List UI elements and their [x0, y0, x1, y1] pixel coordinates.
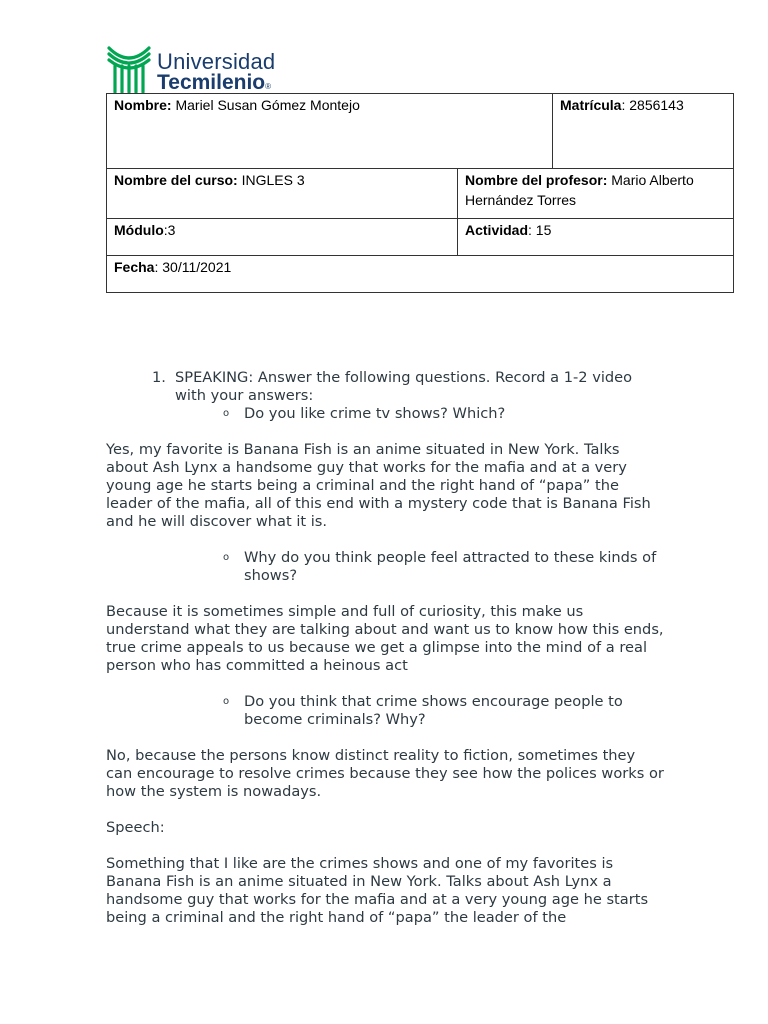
question-number: 1.	[152, 369, 166, 386]
bullet-circle-icon: o	[223, 696, 230, 707]
student-info-table	[106, 93, 734, 293]
tecmilenio-emblem-icon	[107, 44, 153, 94]
cell-actividad	[458, 219, 734, 256]
modulo-value: :3	[163, 222, 176, 238]
answer-3: No, because the persons know distinct reality to fiction, sometimes they can encourage to resolve crimes because they see how the polices works or how the system is nowadays.	[106, 747, 664, 800]
actividad-value: : 15	[528, 222, 552, 238]
fecha-value: : 30/11/2021	[154, 259, 232, 275]
matricula-value: : 2856143	[621, 97, 684, 113]
nombre-value: Mariel Susan Gómez Montejo	[171, 97, 360, 113]
sub-question-2	[106, 549, 666, 585]
logo-brand-name: Tecmilenio	[157, 71, 266, 94]
table-row	[107, 256, 734, 293]
sub-question-3	[106, 693, 666, 729]
matricula-label: Matrícula	[560, 97, 622, 113]
cell-matricula	[553, 94, 734, 169]
bullet-circle-icon: o	[223, 552, 230, 563]
table-row	[107, 94, 734, 169]
question-1-text: SPEAKING: Answer the following questions. Record a 1-2 video with your answers:	[175, 369, 633, 404]
table-row	[107, 219, 734, 256]
logo-registered-mark: ®	[265, 82, 272, 91]
university-logo	[107, 44, 297, 94]
sub-question-2-text: Why do you think people feel attracted to these kinds of shows?	[244, 549, 657, 584]
profesor-value: Mario Alberto Hernández Torres	[465, 172, 694, 208]
actividad-label: Actividad	[465, 222, 529, 238]
speech-text: Something that I like are the crimes shows and one of my favorites is Banana Fish is an anime situated in New York. Talks about Ash Lynx a handsome guy that works for the mafia and at a very young age he starts being a criminal and the right hand of “papa” the leader of the	[106, 855, 649, 926]
profesor-label: Nombre del profesor:	[465, 172, 608, 188]
answer-1: Yes, my favorite is Banana Fish is an anime situated in New York. Talks about Ash Lynx a handsome guy that works for the mafia and at a very young age he starts being a criminal and the right hand of “papa” the leader of the mafia, all of this end with a mystery code that is Banana Fish and he will discover what it is.	[106, 441, 651, 530]
speech-label: Speech:	[106, 819, 165, 836]
logo-line-universidad: Universidad	[157, 49, 276, 74]
cell-curso	[107, 169, 458, 219]
sub-question-3-text: Do you think that crime shows encourage people to become criminals? Why?	[244, 693, 623, 728]
logo-line-tecmilenio	[157, 71, 271, 95]
bullet-circle-icon: o	[223, 408, 230, 419]
table-row	[107, 169, 734, 219]
fecha-label: Fecha	[114, 259, 155, 275]
sub-question-1-text: Do you like crime tv shows? Which?	[244, 405, 506, 422]
modulo-label: Módulo	[114, 222, 164, 238]
document-body	[106, 369, 666, 927]
sub-question-1	[106, 405, 666, 423]
nombre-label: Nombre:	[114, 97, 172, 113]
cell-modulo	[107, 219, 458, 256]
cell-profesor	[458, 169, 734, 219]
cell-fecha	[107, 256, 734, 293]
curso-label: Nombre del curso:	[114, 172, 238, 188]
question-1	[106, 369, 666, 405]
cell-nombre	[107, 94, 553, 169]
answer-2: Because it is sometimes simple and full of curiosity, this make us understand what they are talking about and want us to know how this ends, true crime appeals to us because we get a glimpse into the mind of a real person who has committed a heinous act	[106, 603, 664, 674]
curso-value: INGLES 3	[237, 172, 305, 188]
